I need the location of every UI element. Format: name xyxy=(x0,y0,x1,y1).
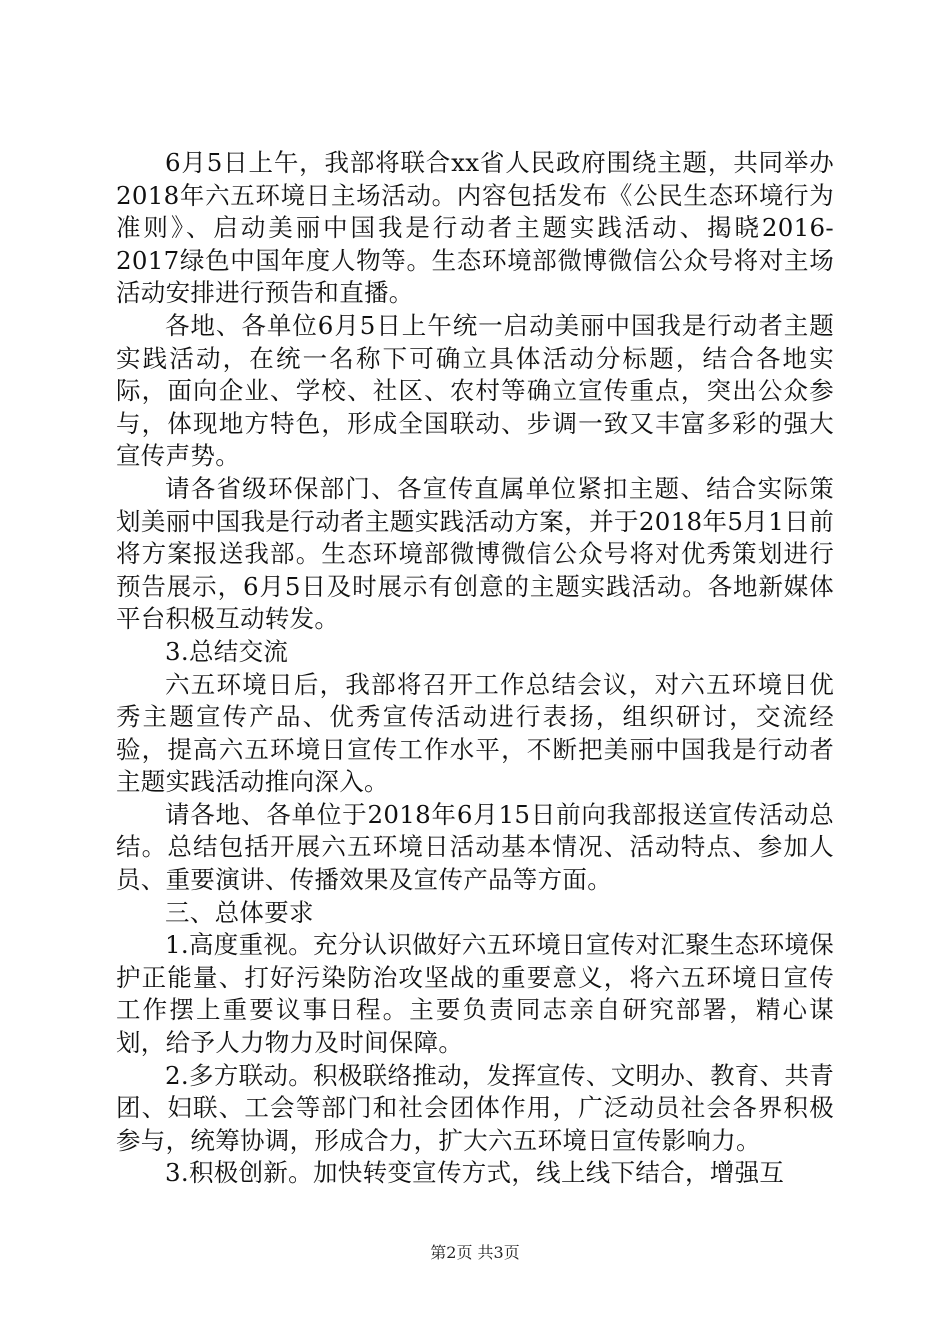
page-number-footer: 第2页 共3页 xyxy=(430,1243,520,1262)
paragraph-planning-submission: 请各省级环保部门、各宣传直属单位紧扣主题、结合实际策划美丽中国我是行动者主题实践活动方案，并于2018年5月1日前将方案报送我部。生态环境部微博微信公众号将对优秀策划进行预告展示，6月5日及时展示有创意的主题实践活动。各地新媒体平台积极互动转发。 xyxy=(116,473,834,634)
document-body xyxy=(116,147,834,1190)
section-heading-summary: 3.总结交流 xyxy=(165,636,289,666)
section-heading-requirements: 三、总体要求 xyxy=(165,897,314,927)
paragraph-main-event: 6月5日上午，我部将联合xx省人民政府围绕主题，共同举办2018年六五环境日主场活动。内容包括发布《公民生态环境行为准则》、启动美丽中国我是行动者主题实践活动、揭晓2016-2017绿色中国年度人物等。生态环境部微博微信公众号将对主场活动安排进行预告和直播。 xyxy=(116,148,834,308)
paragraph-requirement-innovation: 3.积极创新。加快转变宣传方式，线上线下结合，增强互 xyxy=(165,1158,785,1188)
paragraph-requirement-attention: 1.高度重视。充分认识做好六五环境日宣传对汇聚生态环境保护正能量、打好污染防治攻坚战的重要意义，将六五环境日宣传工作摆上重要议事日程。主要负责同志亲自研究部署，精心谋划，给予人力物力及时间保障。 xyxy=(116,930,834,1058)
paragraph-summary-meeting: 六五环境日后，我部将召开工作总结会议，对六五环境日优秀主题宣传产品、优秀宣传活动进行表扬，组织研讨，交流经验，提高六五环境日宣传工作水平，不断把美丽中国我是行动者主题实践活动推向深入。 xyxy=(116,669,834,797)
paragraph-requirement-coordination: 2.多方联动。积极联络推动，发挥宣传、文明办、教育、共青团、妇联、工会等部门和社会团体作用，广泛动员社会各界积极参与，统筹协调，形成合力，扩大六五环境日宣传影响力。 xyxy=(116,1060,834,1155)
paragraph-summary-report: 请各地、各单位于2018年6月15日前向我部报送宣传活动总结。总结包括开展六五环境日活动基本情况、活动特点、参加人员、重要演讲、传播效果及宣传产品等方面。 xyxy=(116,799,834,895)
paragraph-local-launch: 各地、各单位6月5日上午统一启动美丽中国我是行动者主题实践活动，在统一名称下可确立具体活动分标题，结合各地实际，面向企业、学校、社区、农村等确立宣传重点，突出公众参与，体现地方特色，形成全国联动、步调一致又丰富多彩的强大宣传声势。 xyxy=(116,310,834,471)
